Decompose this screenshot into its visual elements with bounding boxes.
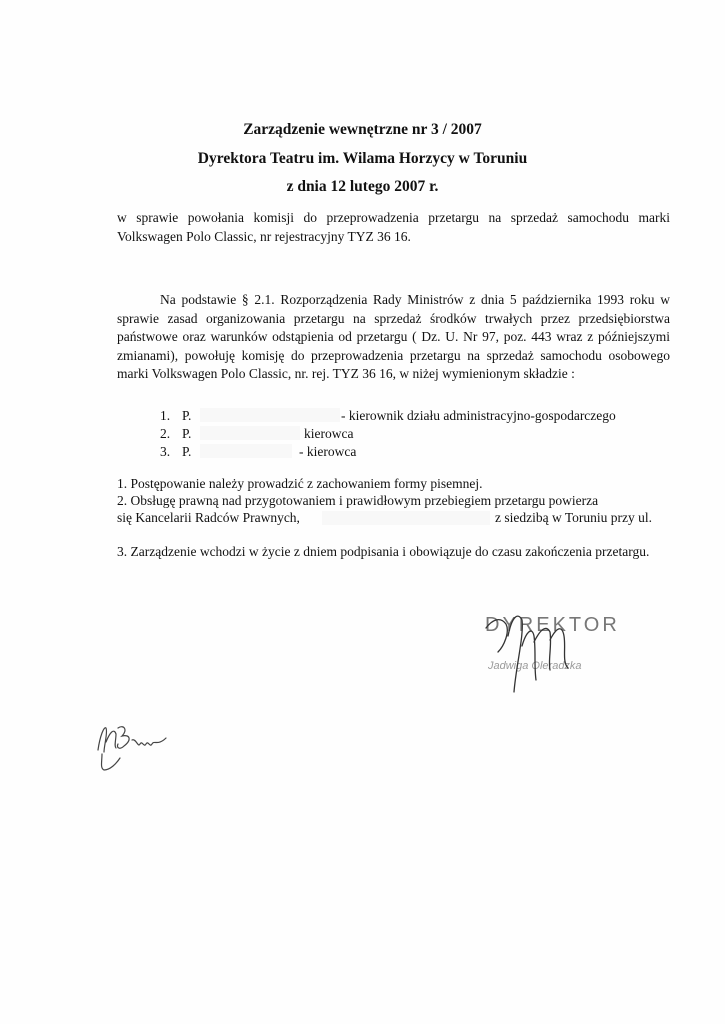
member-role: kierowca xyxy=(304,426,354,441)
document-issuer: Dyrektora Teatru im. Wilama Horzycy w Toruniu xyxy=(197,150,528,167)
member-prefix: P. xyxy=(182,444,192,459)
member-number: 3. xyxy=(160,444,171,459)
director-stamp-title: DYREKTOR xyxy=(485,614,620,636)
legal-basis-paragraph: Na podstawie § 2.1. Rozporządzenia Rady Ministrów z dnia 5 października 1993 roku w sprawie zasad organizowania przetargu na sprzedaż środków trwałych przez przedsiębiorstwa państwowe oraz warunków odstąpienia od przetargu ( Dz. U. Nr 97, poz. 443 wraz z późniejszymi zmianami), powołuję komisję do przeprowadzenia przetargu na sprzedaż samochodu osobowego marki Volkswagen Polo Classic, nr. rej. TYZ 36 16, w niżej wymienionym składzie : xyxy=(117,292,670,381)
member-prefix: P. xyxy=(182,408,192,423)
provision-item-2-tail: z siedzibą w Toruniu przy ul. xyxy=(495,510,653,525)
provision-item-1: 1. Postępowanie należy prowadzić z zachowaniem formy pisemnej. xyxy=(117,476,483,491)
redacted-name xyxy=(200,444,292,458)
member-role: - kierownik działu administracyjno-gospodarczego xyxy=(341,408,616,423)
provision-item-2: 2. Obsługę prawną nad przygotowaniem i prawidłowym przebiegiem przetargu powierza xyxy=(117,493,599,508)
member-prefix: P. xyxy=(182,426,192,441)
redacted-name xyxy=(322,511,490,525)
director-signature-icon xyxy=(478,606,608,698)
committee-member xyxy=(160,425,354,443)
redacted-name xyxy=(200,426,300,440)
director-stamp-name: Jadwiga Oleradzka xyxy=(488,660,582,672)
member-number: 1. xyxy=(160,408,171,423)
document-date: z dnia 12 lutego 2007 r. xyxy=(286,178,439,195)
member-role: - kierowca xyxy=(299,444,357,459)
document-title: Zarządzenie wewnętrzne nr 3 / 2007 xyxy=(243,121,482,138)
document-subject: w sprawie powołania komisji do przeprowadzenia przetargu na sprzedaż samochodu marki Volkswagen Polo Classic, nr rejestracyjny TYZ 36 16. xyxy=(117,210,670,244)
committee-member xyxy=(160,407,616,425)
committee-member xyxy=(160,443,357,461)
provision-item-3: 3. Zarządzenie wchodzi w życie z dniem podpisania i obowiązuje do czasu zakończenia przetargu. xyxy=(117,544,650,559)
initials-signature-icon xyxy=(92,718,174,774)
provision-item-2-continuation: się Kancelarii Radców Prawnych, xyxy=(117,510,300,525)
member-number: 2. xyxy=(160,426,171,441)
redacted-name xyxy=(200,408,340,422)
